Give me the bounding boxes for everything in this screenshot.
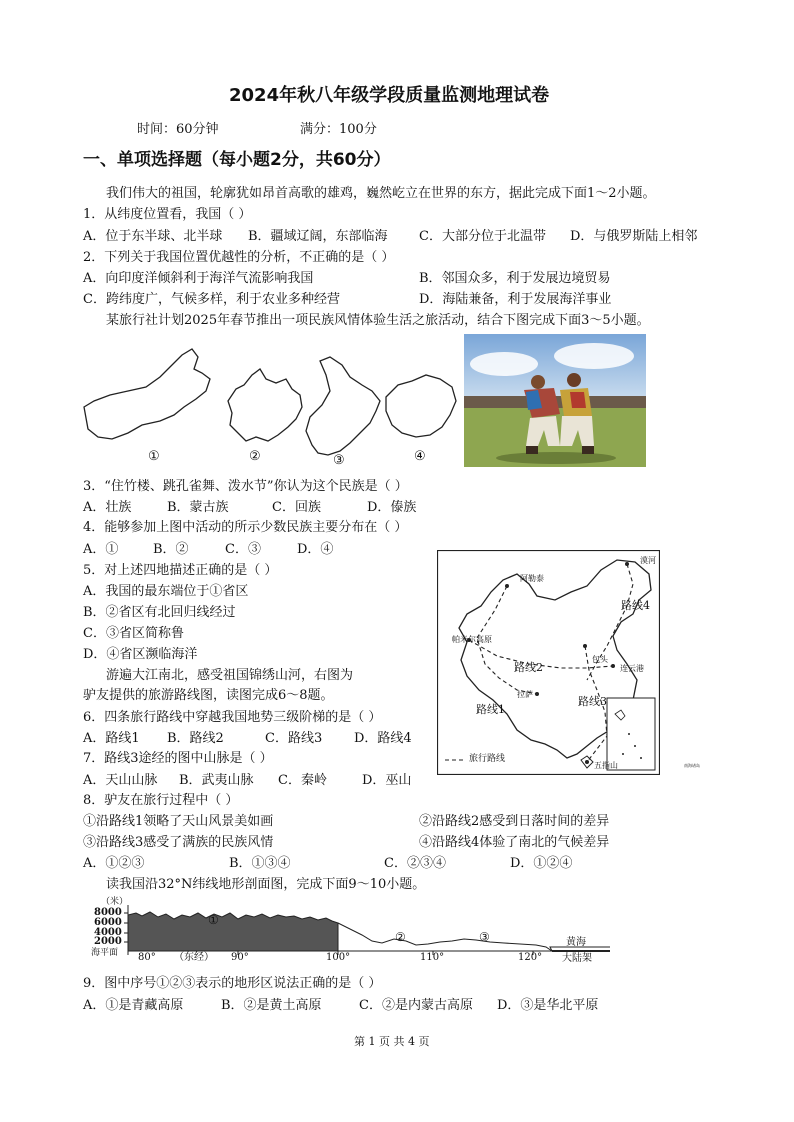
- profile-x-100: 100°: [326, 952, 351, 963]
- map-label-route-3: 路线3: [578, 695, 607, 708]
- province-outline-1: [84, 349, 210, 439]
- intro-2: 某旅行社计划2025年春节推出一项民族风情体验生活之旅活动，结合下图完成下面3～5小题。: [106, 313, 650, 328]
- map-label-mohe: 漠河: [640, 556, 656, 565]
- profile-y-2000: 2000: [94, 936, 122, 947]
- intro-1: 我们伟大的祖国，轮廓犹如昂首高歌的雄鸡，巍然屹立在世界的东方，据此完成下面1～2小题。: [106, 186, 656, 201]
- page-title: 2024年秋八年级学段质量监测地理试卷: [229, 85, 550, 106]
- q9-option-c: C．②是内蒙古高原: [359, 998, 473, 1013]
- q9-option-d: D．③是华北平原: [497, 998, 599, 1013]
- exam-score: 满分：100分: [300, 122, 377, 137]
- q3-option-c: C．回族: [272, 500, 321, 515]
- intro-4: 读我国沿32°N纬线地形剖面图，完成下面9～10小题。: [106, 877, 426, 892]
- q1-stem: 1．从纬度位置看，我国（ ）: [83, 207, 252, 222]
- q3-stem: 3．“住竹楼、跳孔雀舞、泼水节”你认为这个民族是（ ）: [83, 479, 408, 494]
- province-label-1: ①: [148, 449, 160, 464]
- map-label-lhasa: 拉萨: [517, 690, 533, 699]
- q4-option-c: C．③: [225, 542, 261, 557]
- map-label-route-1: 路线1: [476, 703, 505, 716]
- q1-option-a: A．位于东半球、北半球: [83, 229, 223, 244]
- profile-yellow-sea: 黄海: [566, 937, 586, 948]
- q5-option-c: C．③省区简称鲁: [83, 626, 184, 641]
- q2-option-c: C．跨纬度广，气候多样，利于农业多种经营: [83, 292, 340, 307]
- profile-y-4000: 4000: [94, 927, 122, 938]
- q8-stem: 8．驴友在旅行过程中（ ）: [83, 793, 239, 808]
- q7-option-d: D．巫山: [362, 773, 412, 788]
- profile-marker-3: ③: [479, 930, 490, 944]
- q7-option-a: A．天山山脉: [83, 773, 158, 788]
- map-label-lianyungang: 连云港: [620, 664, 644, 673]
- q6-option-b: B．路线2: [167, 731, 224, 746]
- q7-option-b: B．武夷山脉: [179, 773, 254, 788]
- q5-option-a: A．我国的最东端位于①省区: [83, 584, 249, 599]
- q9-option-b: B．②是黄土高原: [221, 998, 322, 1013]
- profile-x-90: 90°: [231, 952, 249, 963]
- q5-option-d: D．④省区濒临海洋: [83, 647, 198, 662]
- q5-option-b: B．②省区有北回归线经过: [83, 605, 236, 620]
- q8-statement-1: ①沿路线1领略了天山风景美如画: [83, 814, 274, 829]
- profile-east-longitude: （东经）: [174, 952, 214, 963]
- q8-option-b: B．①③④: [229, 856, 291, 871]
- wrestling-photo: [464, 334, 646, 467]
- route-map: [437, 550, 660, 775]
- q8-option-d: D．①②④: [510, 856, 573, 871]
- profile-sea-level: 海平面: [91, 948, 119, 958]
- profile-y-8000: 8000: [94, 907, 122, 918]
- q3-option-a: A．壮族: [83, 500, 132, 515]
- page-footer: 第 1 页 共 4 页: [354, 1035, 430, 1048]
- province-outline-2: [228, 369, 302, 441]
- q6-option-d: D．路线4: [354, 731, 412, 746]
- intro-3a: 游遍大江南北，感受祖国锦绣山河，右图为: [106, 668, 354, 683]
- map-label-pamir: 帕米尔高原: [452, 635, 492, 644]
- q2-option-b: B．邻国众多，利于发展边境贸易: [419, 271, 611, 286]
- q7-stem: 7．路线3途经的图中山脉是（ ）: [83, 751, 273, 766]
- profile-y-6000: 6000: [94, 917, 122, 928]
- profile-unit: （米）: [101, 897, 129, 907]
- q4-option-a: A．①: [83, 542, 119, 557]
- q5-stem: 5．对上述四地描述正确的是（ ）: [83, 563, 278, 578]
- map-label-baotou: 包头: [592, 655, 608, 664]
- q9-stem: 9．图中序号①②③表示的地形区说法正确的是（ ）: [83, 976, 382, 991]
- province-outline-4: [386, 375, 456, 437]
- q3-option-d: D．傣族: [367, 500, 417, 515]
- q1-option-d: D．与俄罗斯陆上相邻: [570, 229, 698, 244]
- q3-option-b: B．蒙古族: [167, 500, 229, 515]
- q2-option-d: D．海陆兼备，利于发展海洋事业: [419, 292, 612, 307]
- province-outline-3: [306, 357, 380, 455]
- intro-3b: 驴友提供的旅游路线图，读图完成6～8题。: [83, 688, 334, 703]
- q4-option-d: D．④: [297, 542, 334, 557]
- q7-option-c: C．秦岭: [278, 773, 327, 788]
- profile-marker-2: ②: [395, 930, 406, 944]
- q6-option-a: A．路线1: [83, 731, 140, 746]
- province-outlines: [80, 345, 460, 475]
- q8-option-a: A．①②③: [83, 856, 145, 871]
- q2-option-a: A．向印度洋倾斜利于海洋气流影响我国: [83, 271, 314, 286]
- q6-stem: 6．四条旅行路线中穿越我国地势三级阶梯的是（ ）: [83, 710, 382, 725]
- q1-option-b: B．疆域辽阔，东部临海: [248, 229, 388, 244]
- q2-stem: 2．下列关于我国位置优越性的分析，不正确的是（ ）: [83, 250, 395, 265]
- map-label-aletai: 阿勒泰: [520, 574, 544, 583]
- profile-continental-shelf: 大陆架: [562, 953, 592, 964]
- q8-option-c: C．②③④: [384, 856, 446, 871]
- plateau-profile: [128, 912, 338, 951]
- profile-x-80: 80°: [138, 952, 156, 963]
- map-label-wuzhishan: 五指山: [594, 761, 618, 770]
- section-title: 一、单项选择题（每小题2分，共60分）: [83, 150, 391, 170]
- exam-time: 时间：60分钟: [137, 122, 219, 137]
- q8-statement-3: ③沿路线3感受了满族的民族风情: [83, 835, 274, 850]
- map-legend-label: 旅行路线: [469, 754, 506, 764]
- province-label-2: ②: [249, 449, 261, 464]
- profile-marker-1: ①: [208, 913, 219, 927]
- q4-option-b: B．②: [153, 542, 189, 557]
- q1-option-c: C．大部分位于北温带: [419, 229, 546, 244]
- q8-statement-4: ④沿路线4体验了南北的气候差异: [419, 835, 610, 850]
- profile-x-120: 120°: [518, 952, 543, 963]
- profile-x-110: 110°: [420, 952, 445, 963]
- q6-option-c: C．路线3: [265, 731, 323, 746]
- map-inset-label: 南海诸岛: [684, 763, 700, 768]
- map-label-route-2: 路线2: [514, 661, 543, 674]
- q9-option-a: A．①是青藏高原: [83, 998, 184, 1013]
- q4-stem: 4．能够参加上图中活动的所示少数民族主要分布在（ ）: [83, 520, 408, 535]
- province-label-3: ③: [333, 453, 345, 468]
- map-label-route-4: 路线4: [621, 599, 650, 612]
- province-label-4: ④: [414, 449, 426, 464]
- q8-statement-2: ②沿路线2感受到日落时间的差异: [419, 814, 610, 829]
- east-profile: [338, 923, 552, 951]
